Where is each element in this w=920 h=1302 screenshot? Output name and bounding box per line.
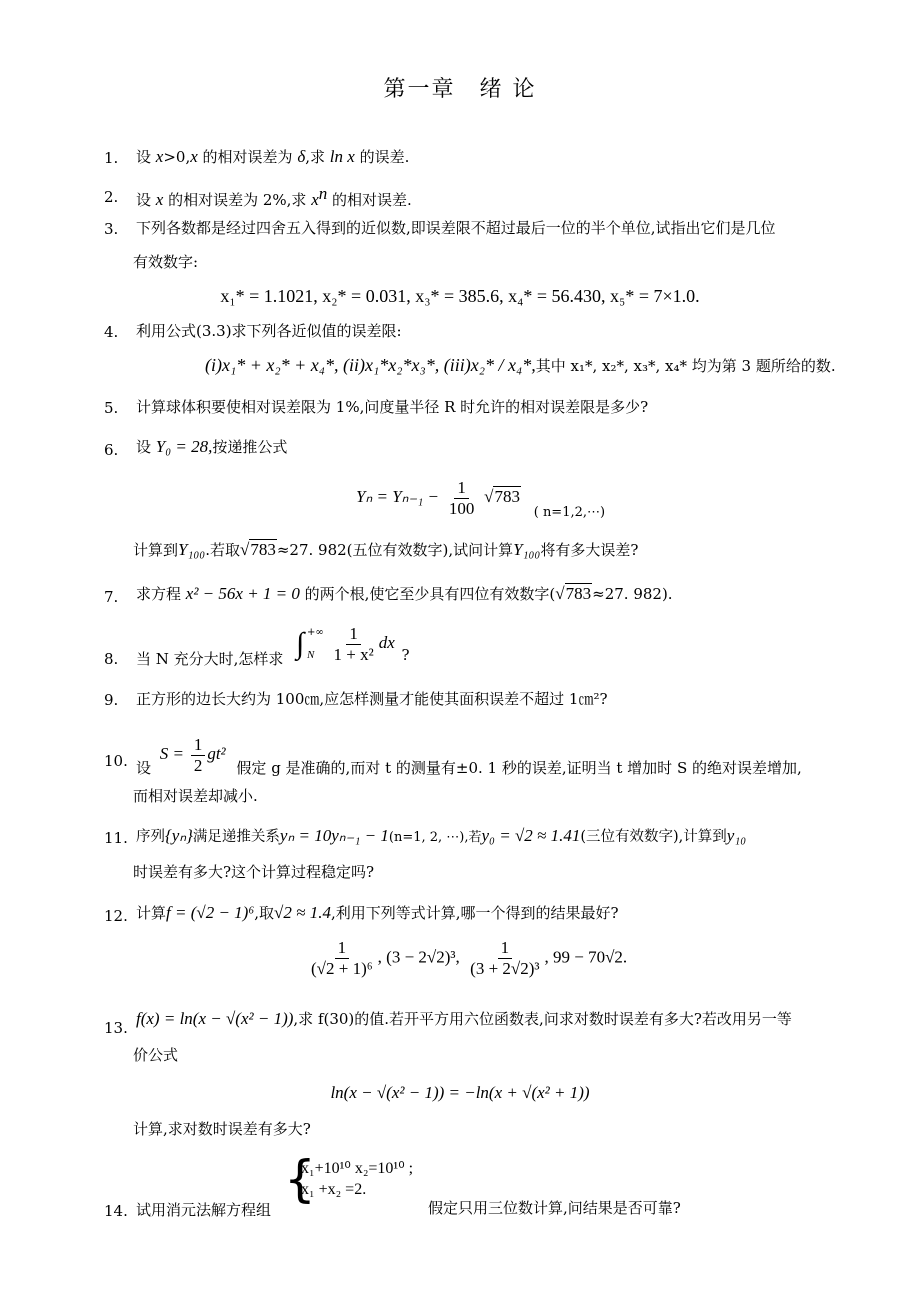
problem-4-text: 利用公式(3.3)求下列各近似值的误差限: xyxy=(136,322,402,340)
equation-2: x₁ +x₂ =2. xyxy=(301,1181,367,1198)
problem-number: 12. xyxy=(104,907,128,925)
problem-6-formula: Yₙ = Yₙ₋₁ − $\frac{1}{100}$ √783 ( n=1,2,⋯) xyxy=(356,478,606,521)
problem-number: 13. xyxy=(104,1019,128,1037)
problem-14-text: 试用消元法解方程组 xyxy=(136,1201,272,1219)
problem-3-text-cont: 有效数字: xyxy=(133,253,199,271)
problem-11-text: 序列{yₙ}满足递推关系yₙ = 10yₙ₋₁ − 1(n=1, 2, ⋯),若y₀ = √2 ≈ 1.41(三位有效数字),计算到y₁₀ xyxy=(136,826,747,845)
problem-6-text-cont: 计算到Y₁₀₀.若取√783≈27. 982(五位有效数字),试问计算Y₁₀₀将有多大误差? xyxy=(133,540,639,559)
problem-3-text: 下列各数都是经过四舍五入得到的近似数,即误差限不超过最后一位的半个单位,试指出它们是几位 xyxy=(136,219,776,237)
problem-number: 2. xyxy=(104,188,119,206)
problem-10-text-cont: 而相对误差却减小. xyxy=(133,787,258,805)
problem-number: 11. xyxy=(104,829,128,847)
problem-13-formula: ln(x − √(x² − 1)) = −ln(x + √(x² + 1)) xyxy=(330,1083,590,1102)
problem-9-text: 正方形的边长大约为 100㎝,应怎样测量才能使其面积误差不超过 1㎝²? xyxy=(136,690,608,708)
equation-1: x₁+10¹⁰ x₂=10¹⁰ ; xyxy=(301,1160,414,1177)
brace-symbol: { xyxy=(284,1150,316,1208)
problem-number: 10. xyxy=(104,752,128,770)
problem-1-text: 设 x>0,x 的相对误差为 δ,求 ln x 的误差. xyxy=(136,147,410,166)
problem-8-text: 当 N 充分大时,怎样求 xyxy=(136,650,284,668)
problem-11-text-cont: 时误差有多大?这个计算过程稳定吗? xyxy=(133,863,375,881)
problem-3-formula: x₁* = 1.1021, x₂* = 0.031, x₃* = 385.6, x₄* = 56.430, x₅* = 7×1.0. xyxy=(220,286,700,306)
problem-number: 3. xyxy=(104,220,119,238)
problem-number: 6. xyxy=(104,441,119,459)
problem-5-text: 计算球体积要使相对误差限为 1%,问度量半径 R 时允许的相对误差限是多少? xyxy=(136,398,649,416)
problem-number: 4. xyxy=(104,323,119,341)
problem-13-text: f(x) = ln(x − √(x² − 1)),求 f(30)的值.若开平方用六位函数表,问求对数时误差有多大?若改用另一等 xyxy=(136,1009,792,1028)
problem-10-text: 设 S = $\frac{1}{2}$ gt² 假定 g 是准确的,而对 t 的测量有±0. 1 秒的误差,证明当 t 增加时 S 的绝对误差增加, xyxy=(136,735,802,778)
problem-12-text: 计算f = (√2 − 1)⁶,取√2 ≈ 1.4,利用下列等式计算,哪一个得到的结果最好? xyxy=(136,903,619,922)
problem-number: 7. xyxy=(104,588,119,606)
problem-13-text-end: 计算,求对数时误差有多大? xyxy=(133,1120,311,1138)
problem-number: 1. xyxy=(104,149,119,167)
problem-12-formula: $\frac{1}{\text{(√2 + 1)⁶}}$ , (3 − 2√2)³, $\frac{1}{\text{(3 + 2√2)³}}$ , 99 − 70√2. xyxy=(311,938,628,978)
problem-8-integral: ∫ +∞ N $\frac{1}{\text{1 + x²}}$ dx ? xyxy=(296,623,410,664)
problem-2-text: 设 x 的相对误差为 2%,求 $x^n$ 的相对误差. xyxy=(136,184,412,209)
problem-13-text-cont: 价公式 xyxy=(133,1046,179,1064)
problem-4-formula: (i)x₁* + x₂* + x₄*, (ii)x₁*x₂*x₃*, (iii)x₂* / x₄*,其中 x₁*, x₂*, x₃*, x₄* 均为第 3 题所给的数. xyxy=(205,355,836,375)
problem-number: 8. xyxy=(104,650,119,668)
problem-6-text: 设 Y₀ = 28,按递推公式 xyxy=(136,437,288,456)
problem-number: 9. xyxy=(104,691,119,709)
problem-14-text-tail: 假定只用三位数计算,问结果是否可靠? xyxy=(428,1199,681,1217)
problem-number: 14. xyxy=(104,1202,128,1220)
problem-number: 5. xyxy=(104,399,119,417)
problem-7-text: 求方程 x² − 56x + 1 = 0 的两个根,使它至少具有四位有效数字(√783≈27. 982). xyxy=(136,584,673,603)
page-title: 第一章 绪 论 xyxy=(383,77,537,102)
